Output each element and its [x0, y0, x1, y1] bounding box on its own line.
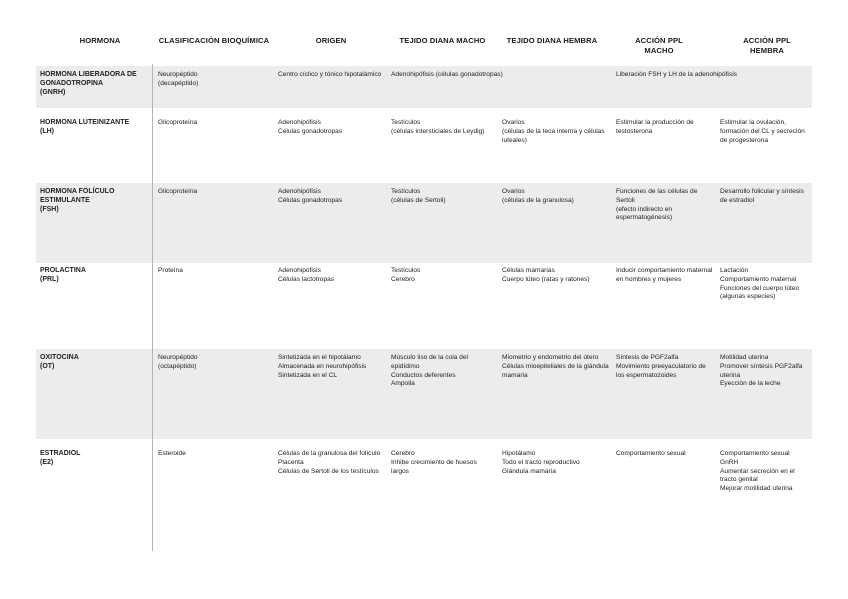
cell-hormona: PROLACTINA (PRL)	[40, 267, 86, 283]
cell-accion-hembra: Comportamiento sexual GnRH Aumentar secreción en el tracto genital Mejorar motilidad uterina	[720, 450, 795, 493]
cell-origen: Sintetizada en el hipotálamo Almacenada en neurohipófisis Sintetizada en el CL	[278, 354, 367, 379]
cell-accion-macho: Estimular la producción de testosterona	[616, 119, 694, 135]
cell-accion-macho: Liberación FSH y LH de la adenohipófisis	[616, 71, 737, 78]
cell-clasificacion: Proteína	[158, 267, 183, 274]
header-accion-hembra: ACCIÓN PPL HEMBRA	[743, 36, 791, 55]
cell-tejido-hembra: Ovarios (células de la granulosa)	[502, 188, 574, 204]
column-divider	[152, 64, 153, 551]
cell-clasificacion: Neuropéptido (decapéptido)	[158, 71, 199, 87]
cell-clasificacion: Glicoproteína	[158, 188, 198, 195]
header-tejido-macho: TEJIDO DIANA MACHO	[399, 36, 486, 45]
cell-tejido-macho: Músculo liso de la cola del epidídimo Conductos deferentes Ampolla	[391, 354, 468, 388]
header-clasificacion: CLASIFICACIÓN BIOQUÍMICA	[158, 36, 270, 45]
header-hormona: HORMONA	[79, 36, 121, 45]
cell-origen: Centro cíclico y tónico hipotalámico	[278, 71, 382, 78]
cell-accion-macho: Síntesis de PGF2alfa Movimiento preeyaculatorio de los espermatozoides	[616, 354, 706, 379]
cell-clasificacion: Esteroide	[158, 450, 186, 457]
cell-origen: Células de la granulosa del folículo Placenta Células de Sertoli de los testículos	[278, 450, 381, 475]
cell-accion-macho: Inducir comportamiento maternal en hombres y mujeres	[616, 267, 713, 283]
cell-accion-macho: Funciones de las células de Sertoli (efecto indirecto en espermatogénesis)	[616, 188, 698, 222]
cell-accion-macho: Comportamiento sexual	[616, 450, 686, 457]
cell-tejido-macho: Testículos (células intersticiales de Leydig)	[391, 119, 485, 135]
header-tejido-hembra: TEJIDO DIANA HEMBRA	[506, 36, 598, 45]
cell-tejido-hembra: Células mamarias Cuerpo lúteo (ratas y ratones)	[502, 267, 590, 283]
cell-accion-hembra: Lactación Comportamiento maternal Funciones del cuerpo lúteo (algunas especies)	[720, 267, 800, 301]
cell-origen: Adenohipófisis Células lactotropas	[278, 267, 335, 283]
cell-tejido-macho: Adenohipófisis (células gonadotropas)	[391, 71, 503, 78]
cell-accion-hembra: Desarrollo folicular y síntesis de estradiol	[720, 188, 804, 204]
cell-accion-hembra: Estimular la ovulación, formación del CL y secreción de progesterona	[720, 119, 805, 144]
cell-clasificacion: Glicoproteína	[158, 119, 198, 126]
cell-tejido-macho: Testículos (células de Sertoli)	[391, 188, 446, 204]
cell-hormona: ESTRADIOL (E2)	[40, 450, 81, 466]
cell-hormona: HORMONA LUTEINIZANTE (LH)	[40, 119, 130, 135]
cell-accion-hembra: Motilidad uterina Promover síntesis PGF2alfa uterina Eyección de la leche	[720, 354, 803, 388]
cell-tejido-hembra: Ovarios (células de la teca interna y células luteales)	[502, 119, 605, 144]
cell-origen: Adenohipófisis Células gonadotropas	[278, 188, 343, 204]
cell-tejido-hembra: Miometrio y endometrio del útero Células mioepiteliales de la glándula mamaria	[502, 354, 609, 379]
cell-clasificacion: Neuropéptido (octapéptido)	[158, 354, 198, 370]
cell-tejido-hembra: Hipotálamo Todo el tracto reproductivo Glándula mamaria	[502, 450, 580, 475]
cell-hormona: HORMONA LIBERADORA DE GONADOTROPINA (GNRH)	[40, 71, 137, 96]
cell-tejido-macho: Testículos Cerebro	[391, 267, 421, 283]
cell-hormona: HORMONA FOLÍCULO ESTIMULANTE (FSH)	[40, 188, 115, 213]
cell-hormona: OXITOCINA (OT)	[40, 354, 79, 370]
header-origen: ORIGEN	[315, 36, 347, 45]
cell-tejido-macho: Cerebro Inhibe crecimiento de huesos largos	[391, 450, 477, 475]
cell-origen: Adenohipófisis Células gonadotropas	[278, 119, 343, 135]
header-accion-macho: ACCIÓN PPL MACHO	[635, 36, 683, 55]
